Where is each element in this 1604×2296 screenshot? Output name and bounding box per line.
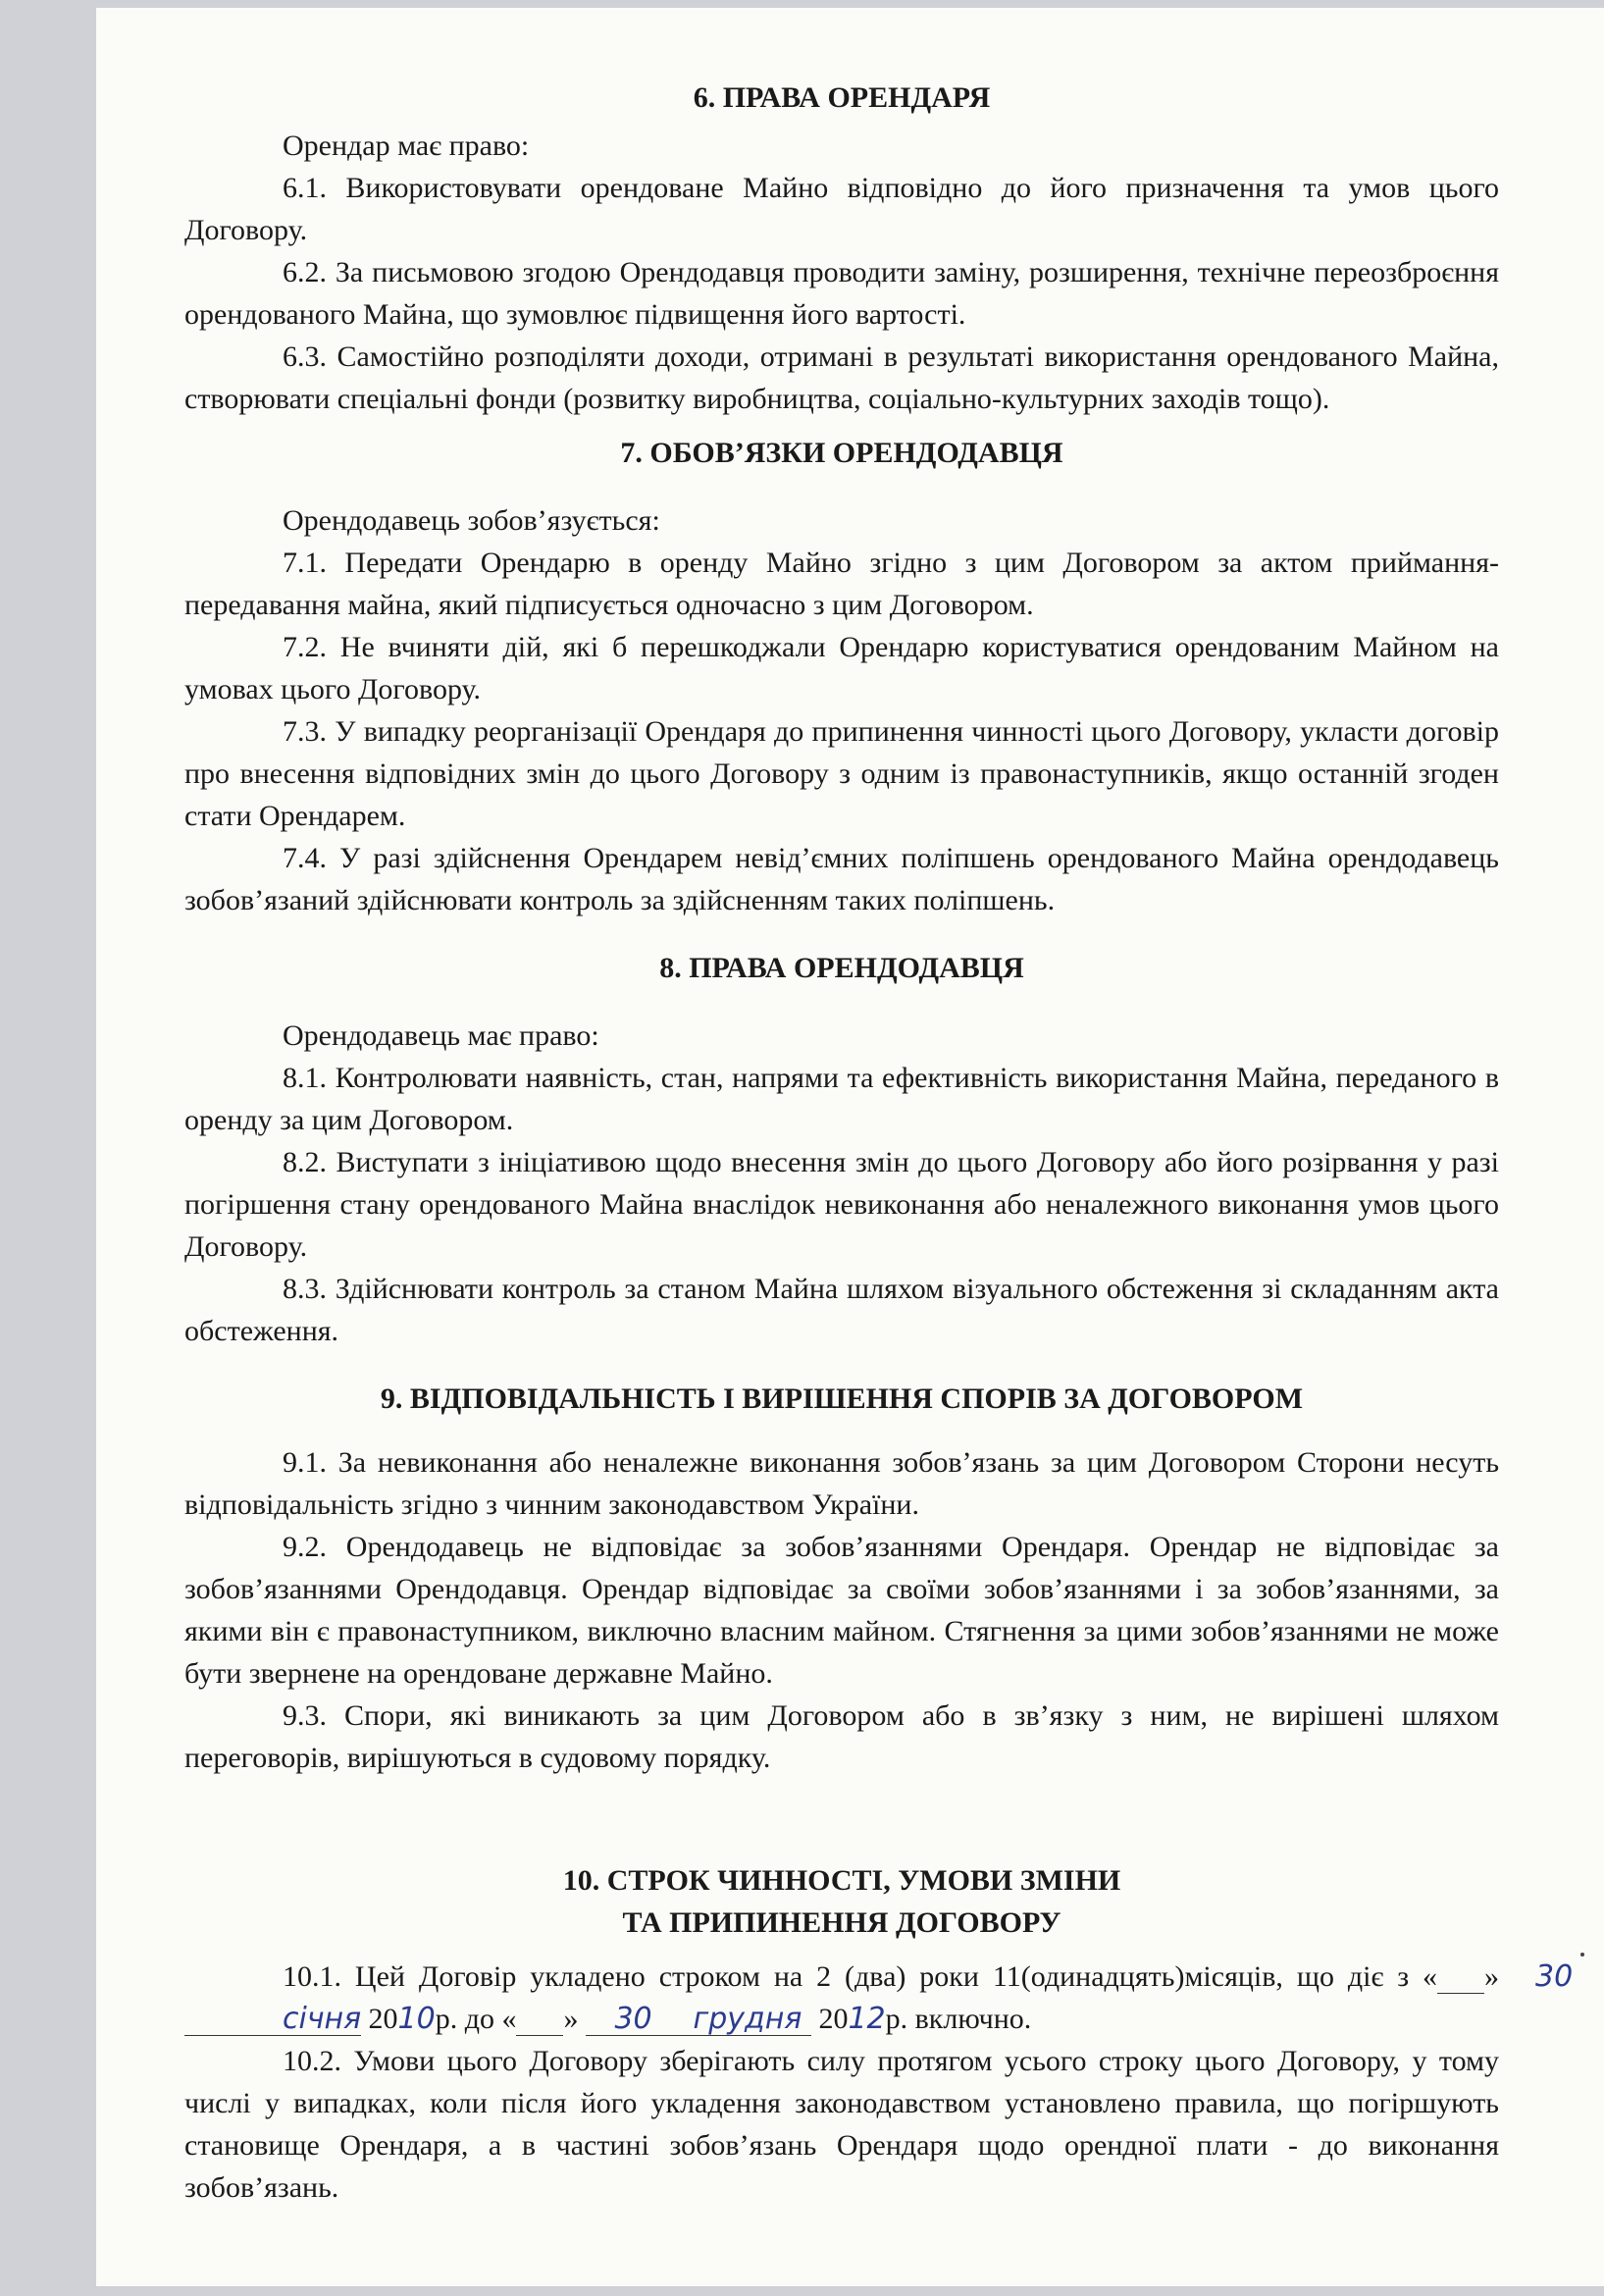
handwritten-day-start: 30: [1437, 1961, 1484, 1994]
clause-10-2: 10.2. Умови цього Договору зберігають силу протягом усього строку цього Договору, у тому числі у випадках, коли після його укладення законодавством установлено правила, що погіршують становище Орендаря, а в частині зобов’язань Орендаря щодо орендної плати - до виконання зобов’язань.: [184, 2045, 1499, 2204]
section-6-title: 6. ПРАВА ОРЕНДАРЯ: [693, 81, 991, 114]
year-end-prefix: 20: [818, 2003, 849, 2035]
clause-10-1-end: р. включно.: [885, 2003, 1032, 2035]
section-7-intro: Орендодавець зобов’язується:: [283, 504, 660, 537]
clause-10-1: [184, 1956, 1574, 2040]
handwritten-year-end: 12: [848, 2002, 886, 2036]
clause-7-3: 7.3. У випадку реорганізації Орендаря до припинення чинності цього Договору, укласти договір про внесення відповідних змін до цього Договору з одним із правонаступників, якщо останній згоден стати Орендарем.: [184, 715, 1499, 832]
handwritten-year-start: 10: [397, 2002, 436, 2036]
quote-close-1: »: [1484, 1960, 1500, 1993]
clause-9-3: 9.3. Спори, які виникають за цим Договором або в зв’язку з ним, не вирішені шляхом переговорів, вирішуються в судовому порядку.: [184, 1699, 1499, 1774]
section-8-title: 8. ПРАВА ОРЕНДОДАВЦЯ: [659, 952, 1024, 984]
clause-9-2: 9.2. Орендодавець не відповідає за зобов’язаннями Орендаря. Орендар не відповідає за зобов’язаннями Орендодавця. Орендар відповідає за своїми зобов’язаннями і за зобов’язаннями, за якими він є правонаступником, виключно власним майном. Стягнення за цими зобов’язаннями не може бути звернене на орендоване державне Майно.: [184, 1531, 1499, 1690]
clause-8-3: 8.3. Здійснювати контроль за станом Майна шляхом візуального обстеження зі складанням акта обстеження.: [184, 1273, 1499, 1347]
quote-close-2: »: [563, 2003, 579, 2035]
clause-7-4: 7.4. У разі здійснення Орендарем невід’ємних поліпшень орендованого Майна орендодавець зобов’язаний здійснювати контроль за здійсненням таких поліпшень.: [184, 842, 1499, 916]
section-6-intro: Орендар має право:: [283, 130, 530, 162]
clause-8-2: 8.2. Виступати з ініціативою щодо внесення змін до цього Договору або його розірвання у разі погіршення стану орендованого Майна внаслідок невиконання або неналежного виконання умов цього Договору.: [184, 1146, 1499, 1263]
document-page: [96, 8, 1604, 2286]
clause-6-3: 6.3. Самостійно розподіляти доходи, отримані в результаті використання орендованого Майна, створювати спеціальні фонди (розвитку виробництва, соціально-культурних заходів тощо).: [184, 340, 1499, 415]
clause-7-2: 7.2. Не вчиняти дій, які б перешкоджали Орендарю користуватися орендованим Майном на умовах цього Договору.: [184, 631, 1499, 705]
quote-open-1: «: [1423, 1960, 1438, 1993]
clause-7-1: 7.1. Передати Орендарю в оренду Майно згідно з цим Договором за актом приймання-передавання майна, який підписується одночасно з цим Договором.: [184, 547, 1499, 621]
clause-8-1: 8.1. Контролювати наявність, стан, напрями та ефективність використання Майна, переданого в оренду за цим Договором.: [184, 1062, 1499, 1136]
section-7-title: 7. ОБОВ’ЯЗКИ ОРЕНДОДАВЦЯ: [620, 437, 1063, 469]
clause-9-1: 9.1. За невиконання або неналежне виконання зобов’язань за цим Договором Сторони несуть відповідальність згідно з чинним законодавством України.: [184, 1446, 1499, 1521]
section-10-title-line1: 10. СТРОК ЧИННОСТІ, УМОВИ ЗМІНИ: [562, 1864, 1121, 1897]
margin-dot: [1580, 1953, 1584, 1957]
handwritten-day-end: 30: [516, 2004, 563, 2036]
clause-10-1-mid: р. до «: [435, 2003, 517, 2035]
handwritten-month-end: грудня: [586, 2004, 811, 2036]
clause-6-1: 6.1. Використовувати орендоване Майно відповідно до його призначення та умов цього Договору.: [184, 172, 1499, 246]
section-10-title-line2: ТА ПРИПИНЕННЯ ДОГОВОРУ: [622, 1906, 1061, 1939]
document-body: [184, 77, 1574, 2209]
section-8-intro: Орендодавець має право:: [283, 1019, 599, 1052]
year-start-prefix: 20: [368, 2003, 398, 2035]
handwritten-month-start: січня: [184, 2004, 361, 2036]
section-9-title: 9. ВІДПОВІДАЛЬНІСТЬ І ВИРІШЕННЯ СПОРІВ ЗА ДОГОВОРОМ: [380, 1383, 1304, 1415]
clause-6-2: 6.2. За письмовою згодою Орендодавця проводити заміну, розширення, технічне переозброєння орендованого Майна, що зумовлює підвищення його вартості.: [184, 256, 1499, 331]
clause-10-1-text: 10.1. Цей Договір укладено строком на 2 (два) роки 11(одинадцять)місяців, що діє з: [283, 1960, 1410, 1993]
